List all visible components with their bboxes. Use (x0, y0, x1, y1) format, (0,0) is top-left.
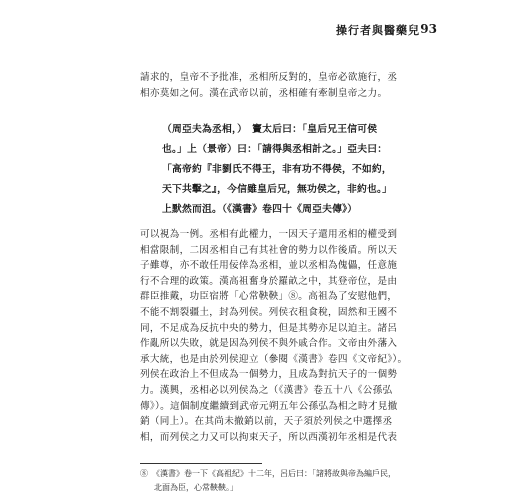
text-line: 相當限制，二因丞相自己有其社會的勢力以作後盾。所以天 (140, 244, 398, 256)
text-line: 銷（同上）。在其尚未撤銷以前，天子須於列侯之中選擇丞 (140, 416, 393, 428)
quote-line: （周亞夫為丞相，） 竇太后曰：「皇后兄王信可侯 (162, 124, 378, 135)
quote-line: 也。」上（景帝）曰：「請得與丞相計之。」亞夫曰： (162, 144, 388, 155)
text-line: 同，不足成為反抗中央的勢力，但是其勢亦足以迫主。諸呂 (140, 322, 398, 334)
text-line: 列侯在政治上不但成為一個勢力，且成為對抗天子的一個勢 (140, 369, 398, 381)
quote-line: 「高帝約『非劉氏不得王，非有功不得侯，不如約， (162, 164, 392, 175)
text-line: 請求的，皇帝不予批准，丞相所反對的，皇帝必欲施行，丞 (140, 72, 398, 83)
footnote (140, 467, 410, 495)
text-line: 群臣推戴，功臣宿將「心常鞅鞅」⑧。高祖為了安慰他們， (140, 291, 398, 303)
quote-line: 上默然而沮。（《漢書》卷四十《周亞夫傳》） (162, 204, 358, 215)
text-line: 子雖尊，亦不敢任用佞倖為丞相，並以丞相為傀儡，任意施 (140, 260, 398, 272)
block-quote (162, 120, 402, 220)
footnote-line: ⑧ 《漢書》卷一下《高祖紀》十二年，呂后曰：「諸將故與帝為編戶民， (140, 469, 396, 478)
footnote-divider (140, 463, 262, 464)
running-title: 操行者與醫藥兒 (336, 24, 420, 37)
quote-line: 天下共擊之』，今信雖皇后兄，無功侯之，非約也。」 (162, 184, 393, 195)
text-line: 相亦莫如之何。漢在武帝以前，丞相確有牽制皇帝之力。 (140, 87, 388, 99)
text-line: 相，而列侯之力又可以拘束天子，所以西漢初年丞相是代表 (140, 431, 398, 443)
text-line: 承大統，也是由於列侯迎立（參閱《漢書》卷四《文帝紀》）。 (140, 353, 408, 365)
text-line: 不能不割裂疆土，封為列侯。列侯衣租食稅，固然和王國不 (140, 306, 398, 318)
text-line: 可以視為一例。丞相有此權力，一因天子還用丞相的權受到 (140, 229, 398, 240)
text-line: 作亂所以失敗，就是因為列侯不與外戚合作。文帝由外藩入 (140, 338, 398, 350)
paragraph-1 (140, 70, 398, 101)
text-line: 行不合理的政策。漢高祖奮身於羅畝之中，其登帝位，是由 (140, 275, 398, 287)
page-header (0, 22, 520, 38)
footnote-line: 北面為臣，心常鞅鞅。」 (154, 483, 238, 492)
text-line: 傳》）。這個制度繼續到武帝元朔五年公孫弘為相之時才見撤 (140, 400, 398, 412)
page-number: 93 (420, 22, 437, 36)
text-line: 力。漢興，丞相必以列侯為之（《漢書》卷五十八《公孫弘 (140, 384, 393, 396)
paragraph-2 (140, 227, 408, 445)
